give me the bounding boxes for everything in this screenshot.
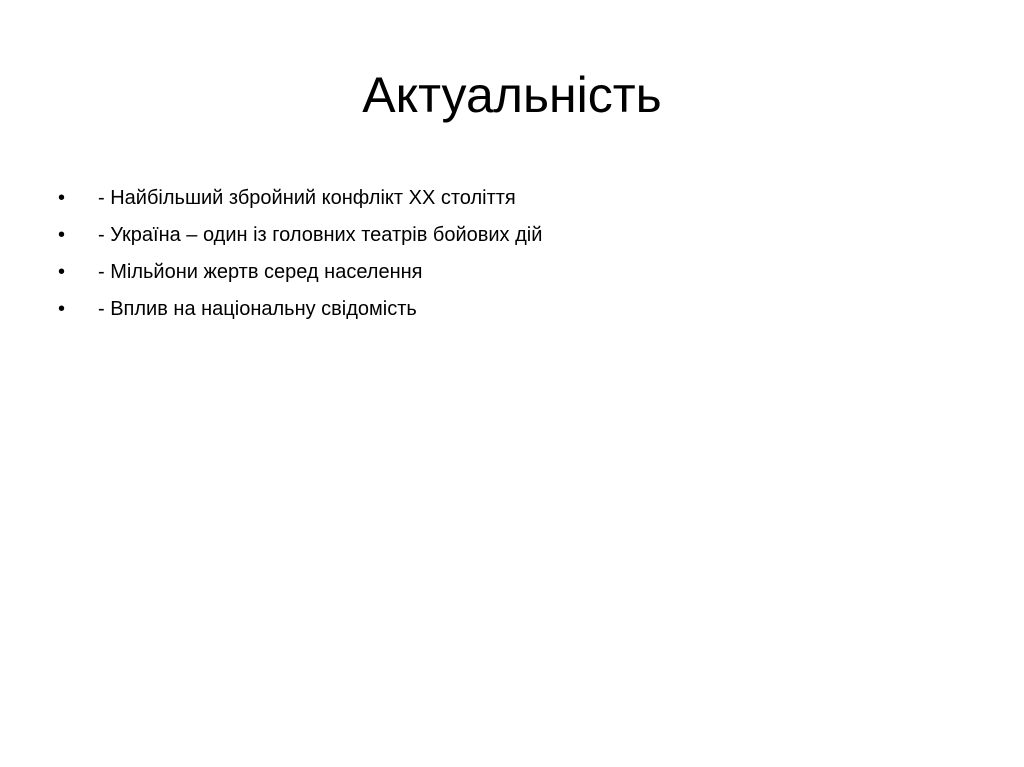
bullet-text: - Найбільший збройний конфлікт XX століття bbox=[98, 187, 516, 209]
slide-title: Актуальність bbox=[362, 67, 662, 123]
bullet-text: - Україна – один із головних театрів бойових дій bbox=[98, 224, 543, 246]
bullet-icon: • bbox=[58, 224, 66, 246]
bullet-text: - Мільйони жертв серед населення bbox=[98, 261, 423, 283]
bullet-text: - Вплив на національну свідомість bbox=[98, 298, 417, 320]
bullet-icon: • bbox=[58, 187, 66, 209]
bullet-icon: • bbox=[58, 298, 66, 320]
bullet-icon: • bbox=[58, 261, 66, 283]
